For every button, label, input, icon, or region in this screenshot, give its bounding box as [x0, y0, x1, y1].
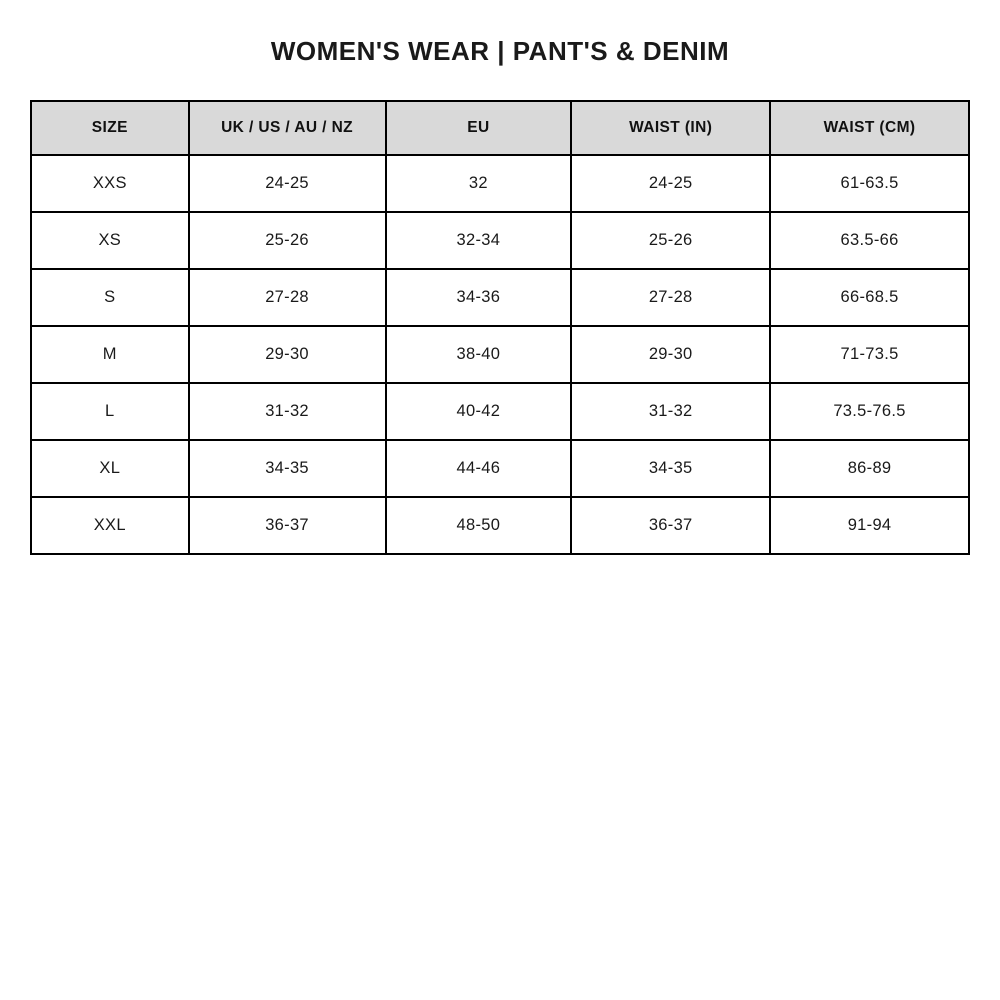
table-row-xxs	[31, 155, 969, 212]
cell-eu: 40-42	[386, 383, 572, 440]
cell-uk-us-au-nz: 34-35	[189, 440, 386, 497]
size-chart-table	[30, 100, 970, 555]
cell-waist-cm: 91-94	[770, 497, 969, 554]
table-row-xs	[31, 212, 969, 269]
cell-eu: 32	[386, 155, 572, 212]
cell-eu: 34-36	[386, 269, 572, 326]
cell-waist-in: 27-28	[571, 269, 770, 326]
cell-waist-cm: 61-63.5	[770, 155, 969, 212]
cell-uk-us-au-nz: 31-32	[189, 383, 386, 440]
cell-uk-us-au-nz: 36-37	[189, 497, 386, 554]
header-cell-size: SIZE	[31, 101, 189, 155]
cell-size: L	[31, 383, 189, 440]
cell-uk-us-au-nz: 27-28	[189, 269, 386, 326]
cell-uk-us-au-nz: 29-30	[189, 326, 386, 383]
header-cell-eu: EU	[386, 101, 572, 155]
cell-size: XL	[31, 440, 189, 497]
header-cell-uk-us-au-nz: UK / US / AU / NZ	[189, 101, 386, 155]
header-cell-waist-cm: WAIST (CM)	[770, 101, 969, 155]
cell-size: XXS	[31, 155, 189, 212]
cell-waist-in: 24-25	[571, 155, 770, 212]
cell-eu: 38-40	[386, 326, 572, 383]
cell-eu: 44-46	[386, 440, 572, 497]
table-row-xl	[31, 440, 969, 497]
cell-waist-in: 34-35	[571, 440, 770, 497]
cell-waist-in: 36-37	[571, 497, 770, 554]
cell-waist-cm: 73.5-76.5	[770, 383, 969, 440]
table-row-l	[31, 383, 969, 440]
cell-size: S	[31, 269, 189, 326]
cell-waist-cm: 66-68.5	[770, 269, 969, 326]
cell-waist-in: 31-32	[571, 383, 770, 440]
header-cell-waist-in: WAIST (IN)	[571, 101, 770, 155]
table-header-row	[31, 101, 969, 155]
cell-waist-cm: 71-73.5	[770, 326, 969, 383]
page-title: WOMEN'S WEAR | PANT'S & DENIM	[270, 36, 730, 66]
table-row-s	[31, 269, 969, 326]
table-row-m	[31, 326, 969, 383]
cell-waist-in: 25-26	[571, 212, 770, 269]
cell-waist-cm: 63.5-66	[770, 212, 969, 269]
cell-uk-us-au-nz: 24-25	[189, 155, 386, 212]
table-row-xxl	[31, 497, 969, 554]
cell-eu: 48-50	[386, 497, 572, 554]
cell-size: XS	[31, 212, 189, 269]
cell-waist-in: 29-30	[571, 326, 770, 383]
cell-eu: 32-34	[386, 212, 572, 269]
cell-uk-us-au-nz: 25-26	[189, 212, 386, 269]
cell-size: M	[31, 326, 189, 383]
cell-waist-cm: 86-89	[770, 440, 969, 497]
cell-size: XXL	[31, 497, 189, 554]
